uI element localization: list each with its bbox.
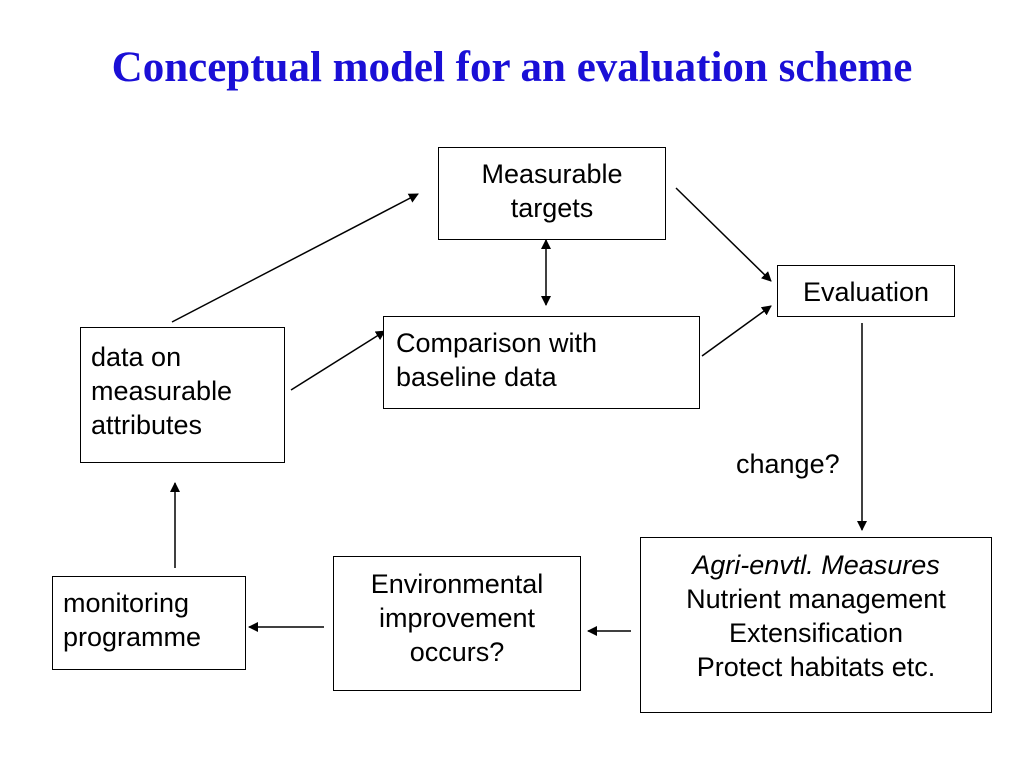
arrow-targets-to-evaluation (676, 188, 771, 281)
node-text-line: Evaluation (802, 277, 930, 307)
node-environmental-improvement (333, 556, 581, 691)
node-text-line: Environmental (370, 569, 544, 599)
node-text-line: programme (63, 622, 202, 652)
node-text-line: Comparison with (396, 328, 598, 358)
node-evaluation (777, 265, 955, 317)
node-text-line: targets (510, 193, 594, 223)
node-text-line: improvement (378, 603, 536, 633)
slide-title: Conceptual model for an evaluation scheme (111, 44, 913, 91)
node-text-line: measurable (91, 376, 233, 406)
node-text-line: baseline data (396, 362, 557, 392)
node-agri-measures (640, 537, 992, 713)
node-text-line: occurs? (409, 637, 505, 667)
node-text-line: data on (91, 342, 182, 372)
node-text-line: Extensification (728, 618, 904, 648)
node-measurable-targets (438, 147, 666, 240)
node-monitoring-programme (52, 576, 246, 670)
node-text-line: attributes (91, 410, 203, 440)
node-text-line: Protect habitats etc. (696, 652, 936, 682)
node-comparison (383, 316, 700, 409)
node-text-line: Measurable (481, 159, 623, 189)
node-data-on-attributes (80, 327, 285, 463)
node-text-line: Agri-envtl. Measures (692, 550, 940, 580)
arrow-data-to-targets (172, 194, 418, 322)
arrow-data-to-comparison (291, 331, 385, 390)
node-text-line: Nutrient management (686, 584, 946, 614)
arrow-comparison-to-evaluation (702, 306, 771, 356)
node-text-line: monitoring (63, 588, 190, 618)
edge-label-change: change? (736, 449, 840, 479)
